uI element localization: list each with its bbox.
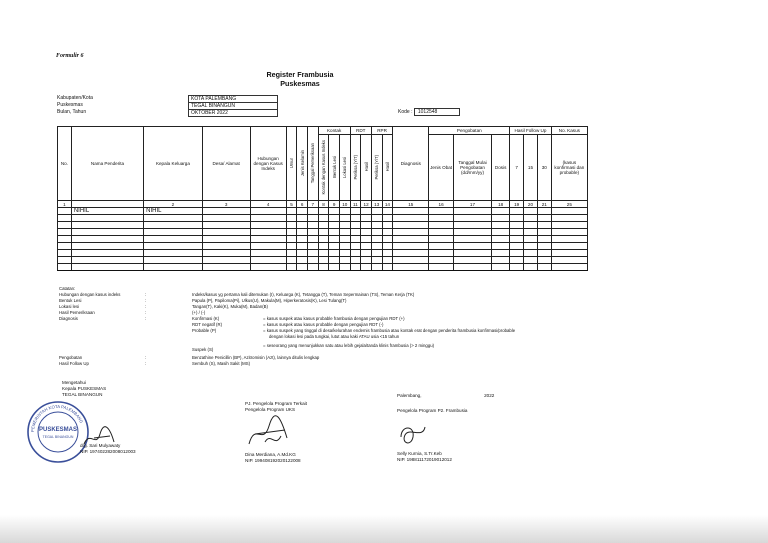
info-labels: [57, 95, 93, 116]
header-kontak-indeks: Kontak dengan Kasus Indeks: [318, 135, 329, 201]
note-diag-desc: = kasus suspek yang tinggal di desa/kelurahan endemis frambusia atau kontak erat dengan penderita frambusia konfirmasi/probable: [263, 328, 516, 333]
note-desc: Sembuh (S), Masih Sakit (MS): [192, 361, 251, 366]
header-rdt: RDT: [350, 127, 371, 135]
note-diag-desc: = seseorang yang menunjukkan satu atau lebih gejala/tanda klinis frambusia (> 2 minggu): [263, 343, 435, 348]
note-label: Lokasi lesi: [59, 304, 80, 309]
note-label: Pengobatan: [59, 355, 83, 360]
col-num: 12: [361, 201, 372, 208]
note-desc: Indeks/kasus yg pertama kali ditemukan (I), Keluarga (K), Tetangga (T), Teman Sepermainan (TS), Teman Kerja (TK): [192, 292, 415, 297]
sign-left-footer: [80, 443, 136, 455]
register-table: [57, 126, 588, 271]
sign-middle-line1: PJ. Pengelola Program Terkait: [245, 401, 307, 406]
note-desc: (+) / (-): [192, 310, 206, 315]
col-num: 4: [250, 201, 286, 208]
info-label-kota: Kabupaten/Kota: [57, 95, 93, 101]
sign-left-name: drg. Sari Mulyawaty: [80, 443, 121, 448]
table-row: [58, 215, 588, 222]
header-kepala: Kepala Keluarga: [144, 127, 203, 201]
note-label: Diagnosis: [59, 316, 78, 321]
table-row: [58, 250, 588, 257]
table-row: [58, 264, 588, 271]
note-desc: Konfirmasi (K): [192, 316, 220, 321]
sign-right-nip: NIP. 198811172019012012: [397, 457, 452, 462]
col-num: 19: [510, 201, 524, 208]
note-label: Hasil Pemeriksaan: [59, 310, 95, 315]
col-num: 14: [382, 201, 393, 208]
header-kontak: Kontak: [318, 127, 350, 135]
note-desc: Suspek (S): [192, 347, 214, 352]
document-title: [230, 70, 370, 88]
header-rpr-periksa: Periksa (Y/T): [371, 135, 382, 201]
col-num: 9: [329, 201, 340, 208]
info-label-puskesmas: Puskesmas: [57, 102, 83, 108]
table-row: [58, 222, 588, 229]
table-row: [58, 257, 588, 264]
sign-right-place: Palembang,: [397, 393, 422, 398]
note-label: Bentuk Lesi: [59, 298, 82, 303]
cell-kepala: NIHIL: [144, 208, 203, 215]
note-desc: Tangan(T), Kaki(K), Muka(M), Badan(B): [192, 304, 268, 309]
header-tanggal-periksa: Tanggal Pemeriksaan: [308, 127, 319, 201]
header-rpr: RPR: [371, 127, 392, 135]
sign-right-year: 2022: [484, 393, 495, 398]
notes-heading: Catatan:: [59, 286, 76, 291]
sign-left-nip: NIP. 197402282008012003: [80, 449, 136, 454]
header-umur: Umur: [286, 127, 297, 201]
note-diag-desc: = kasus suspek atau kasus probable dengan pengujian RDT (-): [263, 322, 384, 327]
cell-nama: NIHIL: [71, 208, 143, 215]
kode-value: 1012548: [414, 108, 460, 116]
col-num: 1: [58, 201, 72, 208]
table-row: [58, 243, 588, 250]
signature-middle: [245, 412, 295, 452]
form-label: Formulir 6: [56, 53, 84, 59]
col-num: 25: [551, 201, 587, 208]
column-number-row: [58, 201, 588, 208]
header-fu-7: 7: [510, 135, 524, 201]
sign-right-name: Selly Kurnia, S.Tr.Keb: [397, 451, 442, 456]
info-label-bulan: Bulan, Tahun: [57, 109, 87, 115]
col-num: 2: [144, 201, 203, 208]
col-num: 8: [318, 201, 329, 208]
sign-middle-name: Dina Merdiana, A.Md.KG: [245, 452, 296, 457]
col-num-blank: [71, 201, 143, 208]
sign-left: [62, 380, 106, 398]
header-rdt-periksa: Periksa (Y/T): [350, 135, 361, 201]
stamp-sub: TEGAL BINANGUN: [42, 435, 74, 439]
header-dosis: Dosis: [492, 135, 510, 201]
info-value-kota: KOTA PALEMBANG: [188, 95, 278, 102]
stamp-ring-text: PEMERINTAH KOTA PALEMBANG: [29, 403, 85, 433]
header-tanggal-mulai: Tanggal Mulai Pengobatan (dd/mm/yy): [453, 135, 491, 201]
note-diag-desc: dengan lokasi lesi pada tungkai, lutut atau kaki ATAU usia <15 tahun: [269, 334, 400, 339]
note-desc: Benzathine Penicillin (BP), Azitromisin (Azt), lainnya ditulis lengkap: [192, 355, 320, 360]
note-diag-desc: = kasus suspek atau kasus probable frambusia dengan pengujian RDT (+): [263, 316, 405, 321]
sign-middle-nip: NIP. 199408192020122008: [245, 458, 301, 463]
title-line-2: Puskesmas: [280, 79, 320, 88]
header-rpr-hasil: Hasil: [382, 135, 393, 201]
table-row: [58, 208, 588, 215]
header-nama: Nama Penderita: [71, 127, 143, 201]
header-fu-15: 15: [524, 135, 538, 201]
header-rdt-hasil: Hasil: [361, 135, 372, 201]
info-values: [188, 95, 278, 117]
note-desc: Probable (P): [192, 328, 217, 333]
col-num: 18: [492, 201, 510, 208]
sign-left-line1: Mengetahui: [62, 380, 87, 385]
sign-middle-line2: Pengelola Program UKS: [245, 407, 296, 412]
header-hubungan: Hubungan dengan Kasus Indeks: [250, 127, 286, 201]
col-num: 3: [202, 201, 250, 208]
note-label: Hasil Follow Up: [59, 361, 89, 366]
signature-right: [395, 419, 429, 449]
header-lokasi-lesi: Lokasi Lesi: [339, 135, 350, 201]
sign-left-line2: Kepala PUSKESMAS: [62, 386, 107, 391]
header-bentuk-lesi: Bentuk Lesi: [329, 135, 340, 201]
info-value-bulan: OKTOBER 2022: [188, 109, 278, 117]
header-desa: Desa/ Alamat: [202, 127, 250, 201]
header-no-kasus: No. Kasus: [551, 127, 587, 135]
header-konfirmasi: (kasus konfirmasi dan probable): [551, 135, 587, 201]
header-jk: Jenis Kelamin: [297, 127, 308, 201]
header-pengobatan: Pengobatan: [429, 127, 510, 135]
col-num: 11: [350, 201, 361, 208]
sign-right-date: [397, 393, 494, 399]
col-num: 20: [524, 201, 538, 208]
col-num: 21: [537, 201, 551, 208]
col-num: 16: [429, 201, 453, 208]
header-follow-up: Hasil Follow Up: [510, 127, 552, 135]
table-row: [58, 229, 588, 236]
sign-middle-footer: [245, 452, 301, 464]
header-no: No.: [58, 127, 72, 201]
stamp-text: PUSKESMAS: [38, 427, 78, 433]
col-num: 17: [453, 201, 491, 208]
col-num: 7: [308, 201, 319, 208]
note-desc: RDT negatif (R): [192, 322, 223, 327]
sign-right-footer: [397, 451, 452, 463]
kode-label: Kode :: [398, 109, 413, 115]
note-label: Hubungan dengan kasus indeks: [59, 292, 121, 297]
sign-left-line3: TEGAL BINANGUN: [62, 392, 103, 397]
header-fu-30: 30: [537, 135, 551, 201]
col-num: 5: [286, 201, 297, 208]
sign-right-title: Pengelola Program P2. Frambusia: [397, 408, 468, 413]
table-row: [58, 236, 588, 243]
col-num: 13: [371, 201, 382, 208]
note-desc: Papula (P), Papiloma(Pi), Ulkus(U), Makula(M), Hiperkeratosis(K), Lesi Tulang(T): [192, 298, 347, 303]
kode-field: [398, 108, 460, 116]
col-num: 6: [297, 201, 308, 208]
header-jenis-obat: Jenis Obat: [429, 135, 453, 201]
title-line-1: Register Frambusia: [266, 70, 334, 79]
header-diagnosis: Diagnosis: [393, 127, 429, 201]
page-bottom-edge: [0, 515, 768, 543]
col-num: 15: [393, 201, 429, 208]
col-num: 10: [339, 201, 350, 208]
info-value-puskesmas: TEGAL BINANGUN: [188, 102, 278, 109]
